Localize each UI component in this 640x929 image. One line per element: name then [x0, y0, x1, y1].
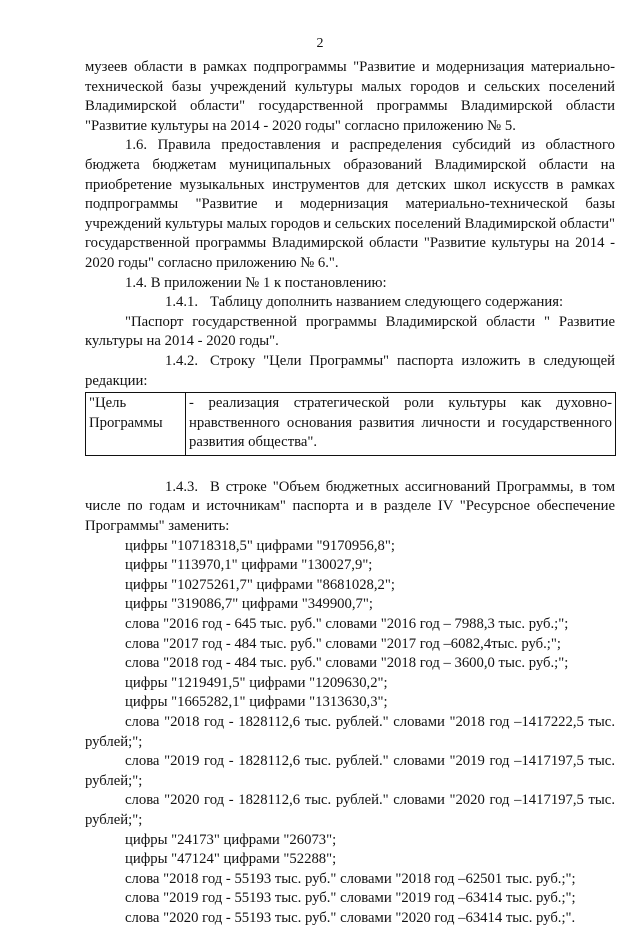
replacement-line: цифры "1219491,5" цифрами "1209630,2";	[125, 674, 388, 691]
paragraph-1-6: 1.6. Правила предоставления и распределения субсидий из областного бюджета бюджетам муниципальных образований Владимирской области на приобретение музыкальных инструментов для детских школ искусств в рамках подпрограммы "Развитие и модернизация материально-технической базы учреждений культуры малых городов и сельских поселений Владимирской области" государственной программы Владимирской области "Развитие культуры на 2014 - 2020 годы" согласно приложению № 6.".	[85, 137, 615, 271]
document-body	[85, 58, 615, 929]
paragraph-1-4: 1.4. В приложении № 1 к постановлению:	[125, 274, 387, 291]
replacement-line: цифры "1665282,1" цифрами "1313630,3";	[125, 694, 388, 711]
replacement-line: слова "2017 год - 484 тыс. руб." словами "2017 год –6082,4тыс. руб.;";	[125, 635, 561, 652]
replacement-line: слова "2018 год - 55193 тыс. руб." словами "2018 год –62501 тыс. руб.;";	[125, 870, 576, 887]
paragraph-1-4-1-number: 1.4.1.	[165, 294, 199, 311]
goal-table-value: - реализация стратегической роли культуры как духовно-нравственного основания развития личности и государственного развития общества".	[186, 393, 616, 456]
replacement-line: цифры "10275261,7" цифрами "8681028,2";	[125, 576, 395, 593]
goal-table-label: "Цель Программы	[86, 393, 186, 456]
paragraph-1-4-1-text: Таблицу дополнить названием следующего содержания:	[210, 294, 564, 311]
paragraph-1-4-3-text: В строке "Объем бюджетных ассигнований Программы, в том числе по годам и источникам" паспорта и в разделе IV "Ресурсное обеспечение Программы" заменить:	[85, 478, 615, 535]
paragraph-intro: музеев области в рамках подпрограммы "Развитие и модернизация материально-технической базы учреждений культуры малых городов и сельских поселений Владимирской области" государственной программы Владимирской области "Развитие культуры на 2014 - 2020 годы" согласно приложению № 5.	[85, 59, 615, 134]
paragraph-1-4-3	[85, 478, 615, 537]
paragraph-1-4-1	[85, 293, 615, 313]
paragraph-1-4-2-text: Строку "Цели Программы" паспорта изложить в следующей редакции:	[85, 352, 615, 389]
replacement-line-long: слова "2019 год - 1828112,6 тыс. рублей." словами "2019 год –1417197,5 тыс. рублей;";	[85, 753, 615, 789]
paragraph-1-4-2-number: 1.4.2.	[165, 352, 199, 369]
replacement-line: слова "2018 год - 484 тыс. руб." словами "2018 год – 3600,0 тыс. руб.;";	[125, 655, 569, 672]
paragraph-1-4-2	[85, 352, 615, 391]
replacement-line-long: слова "2020 год - 1828112,6 тыс. рублей." словами "2020 год –1417197,5 тыс. рублей;";	[85, 792, 615, 828]
replacement-line: цифры "47124" цифрами "52288";	[125, 851, 337, 868]
replacement-line-long: слова "2018 год - 1828112,6 тыс. рублей." словами "2018 год –1417222,5 тыс. рублей;";	[85, 714, 615, 750]
replacement-line: слова "2019 год - 55193 тыс. руб." словами "2019 год –63414 тыс. руб.;";	[125, 890, 576, 907]
replacement-line: цифры "113970,1" цифрами "130027,9";	[125, 557, 373, 574]
goal-table	[85, 392, 616, 456]
replacement-line: цифры "10718318,5" цифрами "9170956,8";	[125, 537, 395, 554]
goal-table-row	[86, 393, 616, 456]
paragraph-passport: "Паспорт государственной программы Владимирской области " Развитие культуры на 2014 - 2020 годы".	[85, 313, 615, 350]
replacement-line: цифры "319086,7" цифрами "349900,7";	[125, 596, 373, 613]
replacement-line: цифры "24173" цифрами "26073";	[125, 831, 337, 848]
replacement-line: слова "2020 год - 55193 тыс. руб." словами "2020 год –63414 тыс. руб.;".	[125, 909, 576, 926]
replacement-line: слова "2016 год - 645 тыс. руб." словами "2016 год – 7988,3 тыс. руб.;";	[125, 616, 569, 633]
page-number: 2	[316, 36, 324, 51]
paragraph-1-4-3-number: 1.4.3.	[165, 478, 199, 495]
